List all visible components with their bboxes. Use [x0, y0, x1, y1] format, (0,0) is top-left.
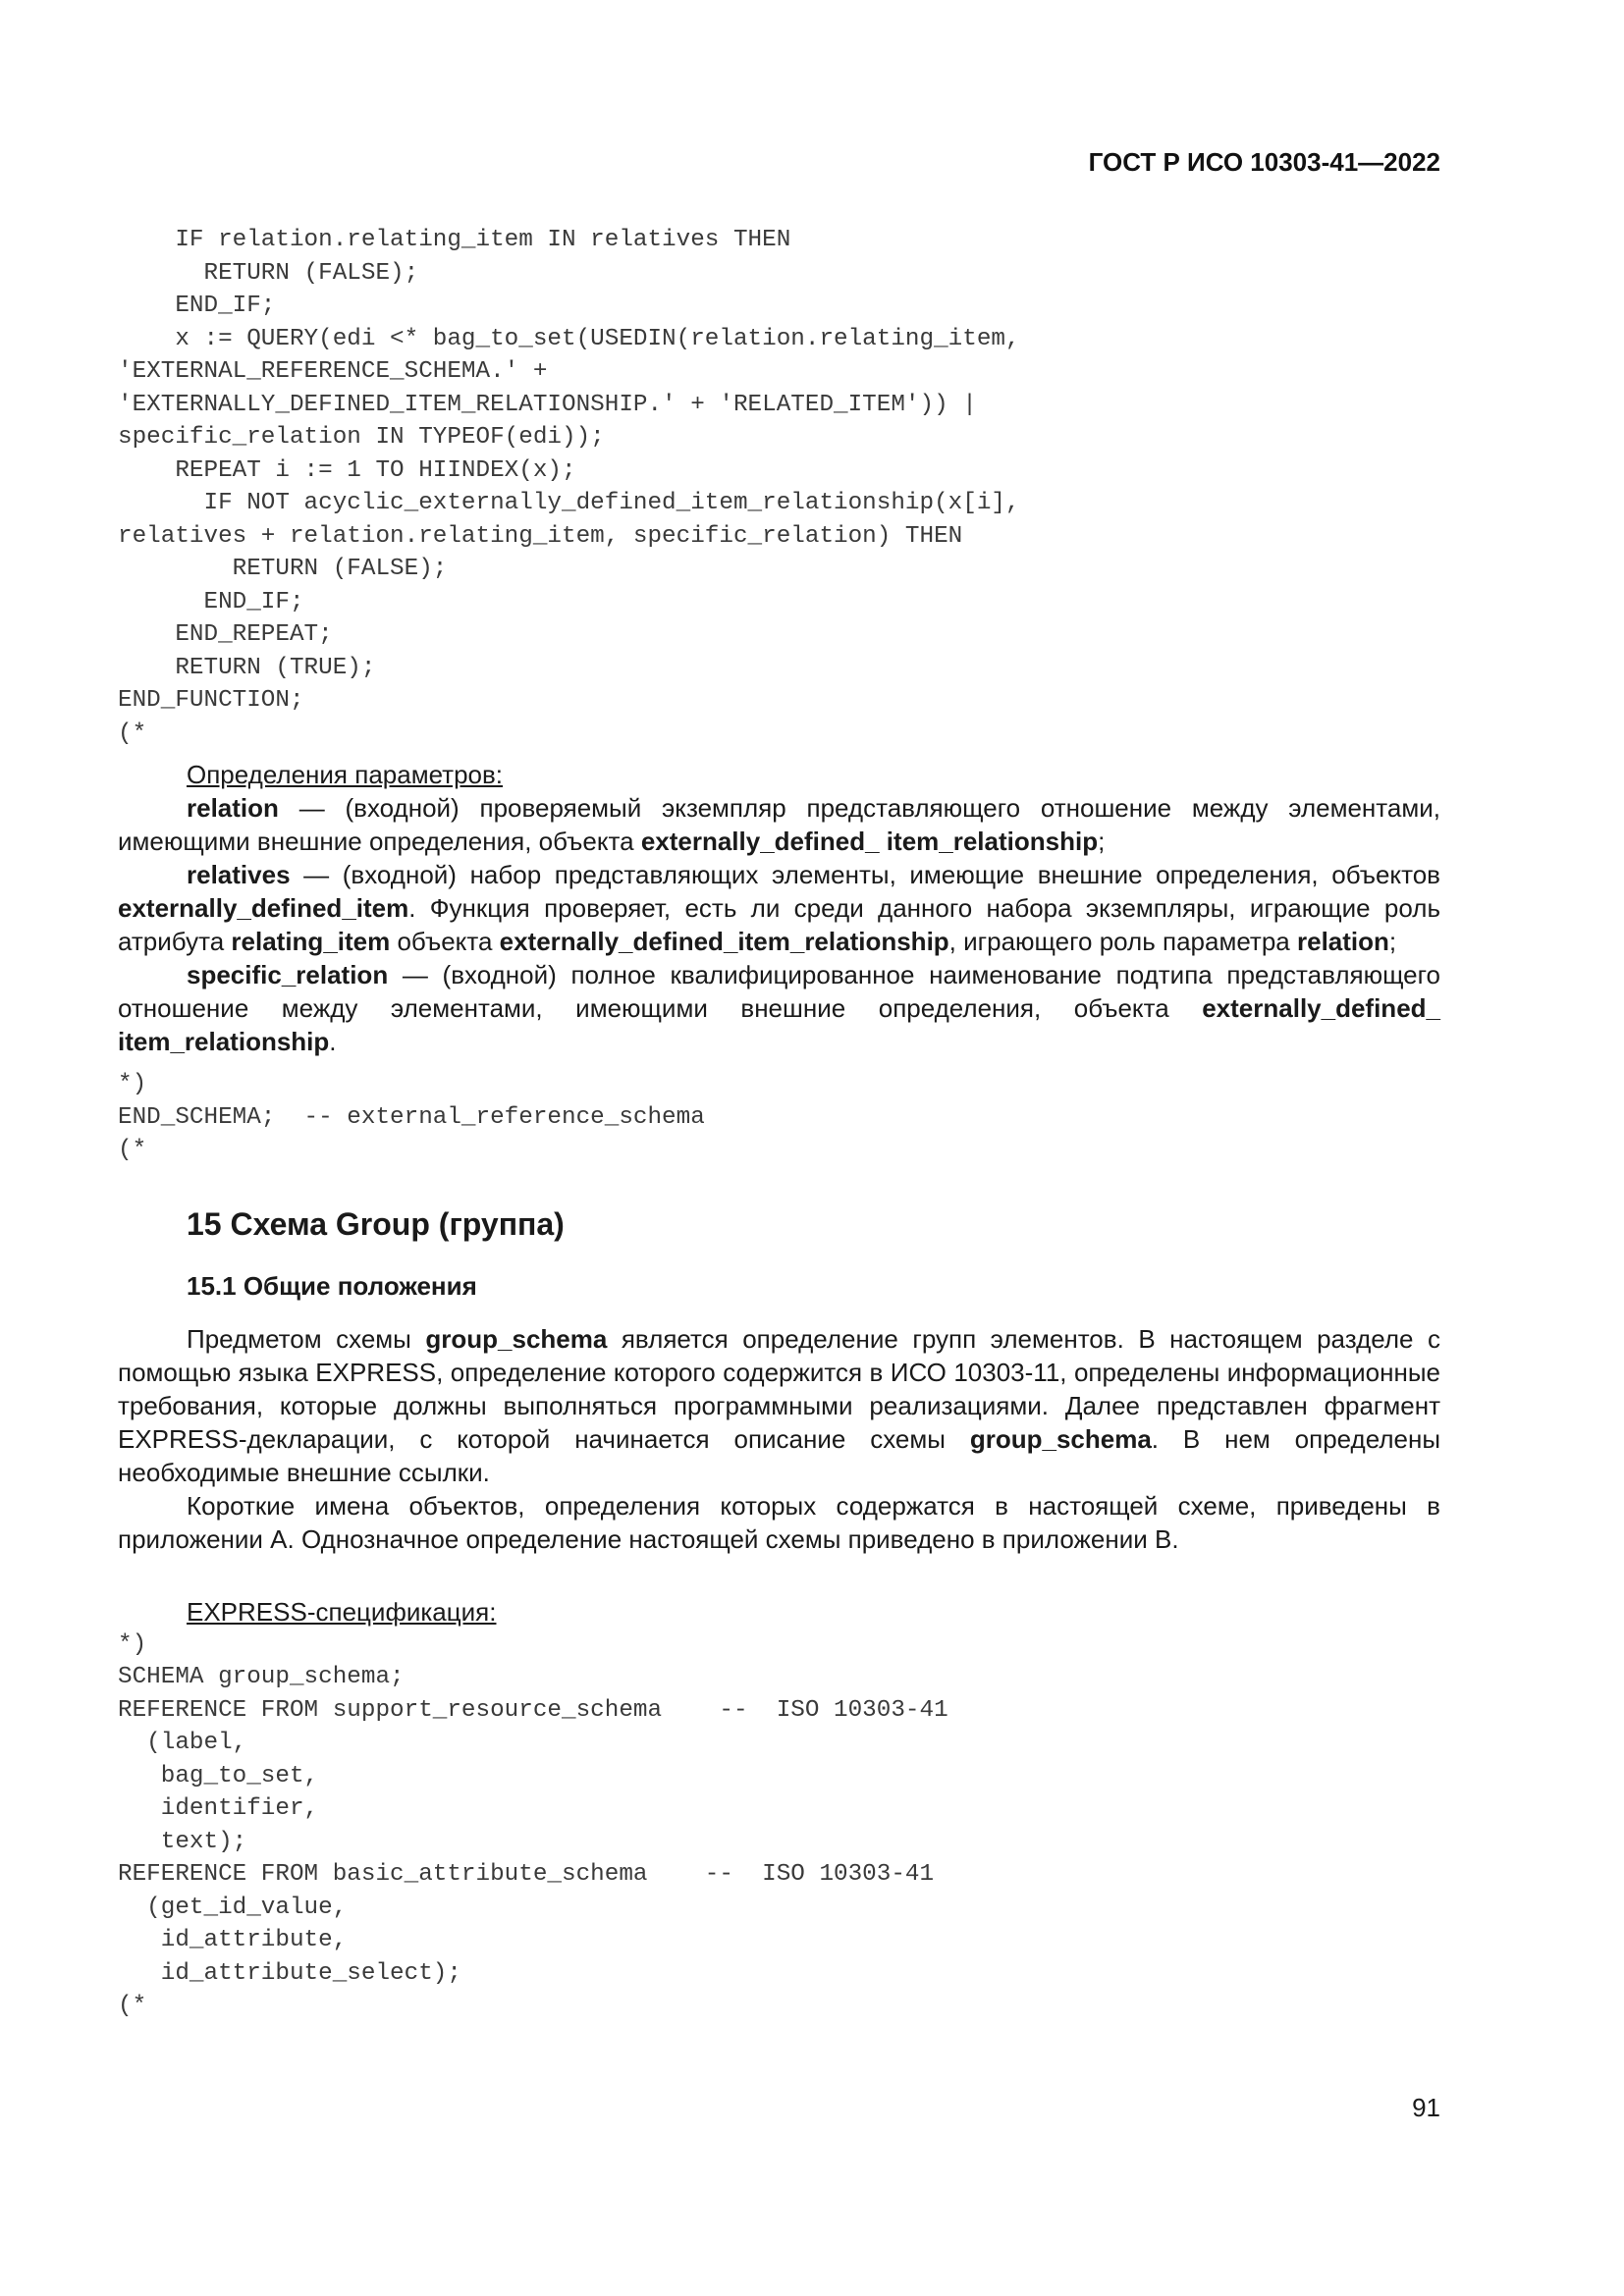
code-line: END_IF; — [118, 588, 304, 615]
short-names-paragraph: Короткие имена объектов, определения которых содержатся в настоящей схеме, приведены в приложении А. Однозначное определение настоящей схемы приведено в приложении В. — [118, 1490, 1440, 1554]
param-relation: relation — (входной) проверяемый экземпляр представляющего отношение между элементами, имеющими внешние определения, объекта externally_defined_ item_relationship; — [118, 793, 1440, 856]
code-line: RETURN (FALSE); — [118, 259, 419, 287]
code-line: *) — [118, 1630, 147, 1658]
code-block-end-schema — [118, 1068, 1440, 1167]
intro-paragraph: Предметом схемы group_schema является определение групп элементов. В настоящем разделе с помощью языка EXPRESS, определение которого содержится в ИСО 10303-11, определены информационные требования, которые должны выполняться программными реализациями. Далее представлен фрагмент EXPRESS-декларации, с которой начинается описание схемы group_schema. В нем определены необходимые внешние ссылки. — [118, 1323, 1441, 1487]
code-line: (label, — [118, 1730, 247, 1756]
param-term: specific_relation — [187, 960, 389, 989]
parameter-definitions — [118, 758, 1440, 1058]
code-line: relatives + relation.relating_item, specific_relation) THEN — [118, 522, 963, 550]
code-line: END_FUNCTION; — [118, 687, 304, 714]
page-content — [118, 224, 1440, 2023]
code-line: x := QUERY(edi <* bag_to_set(USEDIN(relation.relating_item, — [118, 325, 1020, 352]
section-title: 15 Схема Group (группа) — [187, 1205, 565, 1242]
code-line: 'EXTERNALLY_DEFINED_ITEM_RELATIONSHIP.' + 'RELATED_ITEM')) | — [118, 391, 977, 418]
code-line: END_REPEAT; — [118, 621, 333, 648]
param-term: relatives — [187, 860, 291, 889]
code-line: identifier, — [118, 1795, 319, 1822]
code-line: (get_id_value, — [118, 1894, 348, 1921]
page-number: 91 — [1412, 2093, 1440, 2122]
code-line: END_IF; — [118, 293, 276, 319]
code-block-function-end — [118, 224, 1440, 750]
code-line: (* — [118, 1993, 147, 2019]
code-line: RETURN (FALSE); — [118, 556, 448, 582]
code-line: id_attribute, — [118, 1927, 348, 1953]
section-body — [118, 1322, 1440, 1629]
code-line: bag_to_set, — [118, 1762, 319, 1789]
standard-header: ГОСТ Р ИСО 10303-41—2022 — [1088, 147, 1440, 177]
code-line: *) — [118, 1071, 147, 1097]
code-line: id_attribute_select); — [118, 1959, 461, 1987]
code-line: (* — [118, 1137, 147, 1163]
code-line: 'EXTERNAL_REFERENCE_SCHEMA.' + — [118, 358, 548, 385]
code-line: REFERENCE FROM basic_attribute_schema -- ISO 10303-41 — [118, 1861, 935, 1888]
param-term: relation — [187, 793, 279, 823]
code-line: SCHEMA group_schema; — [118, 1664, 405, 1690]
code-line: text); — [118, 1828, 247, 1855]
param-relatives: relatives — (входной) набор представляющих элементы, имеющие внешние определения, объектов externally_defined_item. Функция проверяет, есть ли среди данного набора экземпляры, играющие роль атрибута relating_item объекта externally_defined_item_relationship, играющего роль параметра relation; — [118, 860, 1440, 956]
code-line: (* — [118, 720, 147, 747]
param-specific-relation: specific_relation — (входной) полное квалифицированное наименование подтипа представляющего отношение между элементами, имеющими внешние определения, объекта externally_defined_ item_relationship. — [118, 960, 1440, 1056]
parameter-definitions-caption: Определения параметров: — [187, 760, 504, 789]
code-line: IF relation.relating_item IN relatives THEN — [118, 227, 791, 253]
express-spec-caption: EXPRESS-спецификация: — [187, 1596, 497, 1627]
code-line: REFERENCE FROM support_resource_schema -- ISO 10303-41 — [118, 1696, 948, 1724]
subsection-title: 15.1 Общие положения — [187, 1270, 477, 1301]
code-line: specific_relation IN TYPEOF(edi)); — [118, 424, 605, 451]
code-line: RETURN (TRUE); — [118, 654, 376, 681]
code-line: END_SCHEMA; -- external_reference_schema — [118, 1103, 705, 1131]
code-block-group-schema — [118, 1629, 1440, 2023]
code-line: IF NOT acyclic_externally_defined_item_relationship(x[i], — [118, 490, 1020, 516]
code-line: REPEAT i := 1 TO HIINDEX(x); — [118, 456, 576, 484]
